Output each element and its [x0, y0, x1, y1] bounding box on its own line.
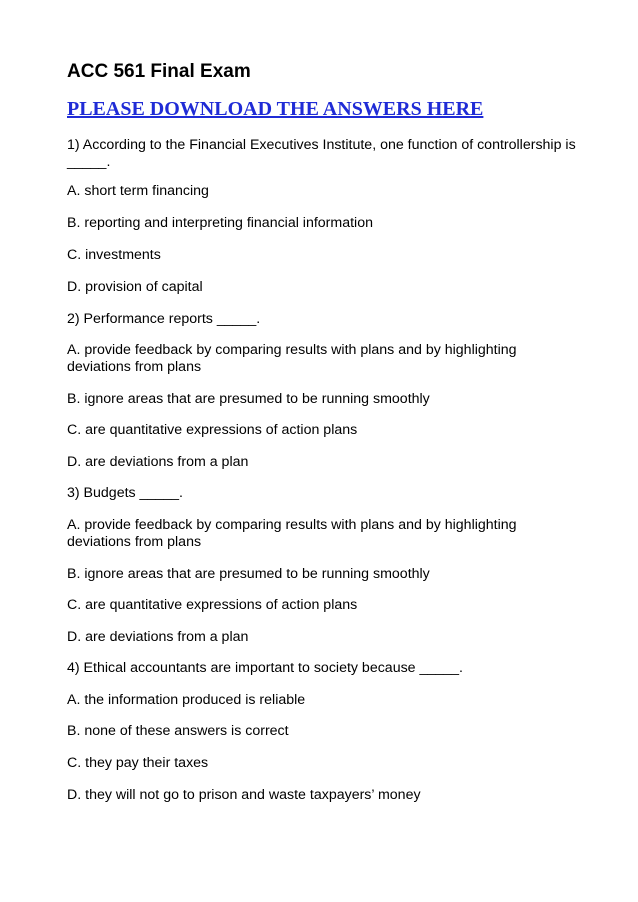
question-1-text: 1) According to the Financial Executives Institute, one function of controllership is [67, 137, 576, 153]
question-4-option-a: A. the information produced is reliable [67, 692, 306, 708]
question-4-option-d: D. they will not go to prison and waste taxpayers’ money [67, 787, 421, 803]
question-1-option-d: D. provision of capital [67, 279, 203, 295]
question-4-option-c: C. they pay their taxes [67, 755, 209, 771]
question-2-option-a-continued: deviations from plans [67, 359, 202, 375]
question-3-option-a-continued: deviations from plans [67, 534, 202, 550]
question-4-option-b: B. none of these answers is correct [67, 723, 289, 739]
question-2-option-d: D. are deviations from a plan [67, 454, 249, 470]
question-2-text: 2) Performance reports _____. [67, 311, 261, 327]
page-title: ACC 561 Final Exam [67, 61, 251, 82]
question-2-option-b: B. ignore areas that are presumed to be running smoothly [67, 391, 430, 407]
question-4-text: 4) Ethical accountants are important to society because _____. [67, 660, 463, 676]
question-3-option-a: A. provide feedback by comparing results with plans and by highlighting [67, 517, 517, 533]
question-3-option-c: C. are quantitative expressions of action plans [67, 597, 358, 613]
download-answers-link[interactable]: PLEASE DOWNLOAD THE ANSWERS HERE [67, 98, 484, 120]
question-2-option-c: C. are quantitative expressions of action plans [67, 422, 358, 438]
question-1-option-a: A. short term financing [67, 183, 209, 199]
question-2-option-a: A. provide feedback by comparing results with plans and by highlighting [67, 342, 517, 358]
question-1-option-b: B. reporting and interpreting financial information [67, 215, 373, 231]
question-3-text: 3) Budgets _____. [67, 485, 183, 501]
question-3-option-d: D. are deviations from a plan [67, 629, 249, 645]
question-1-text-continued: _____. [67, 154, 111, 170]
question-1-option-c: C. investments [67, 247, 161, 263]
question-3-option-b: B. ignore areas that are presumed to be running smoothly [67, 566, 430, 582]
